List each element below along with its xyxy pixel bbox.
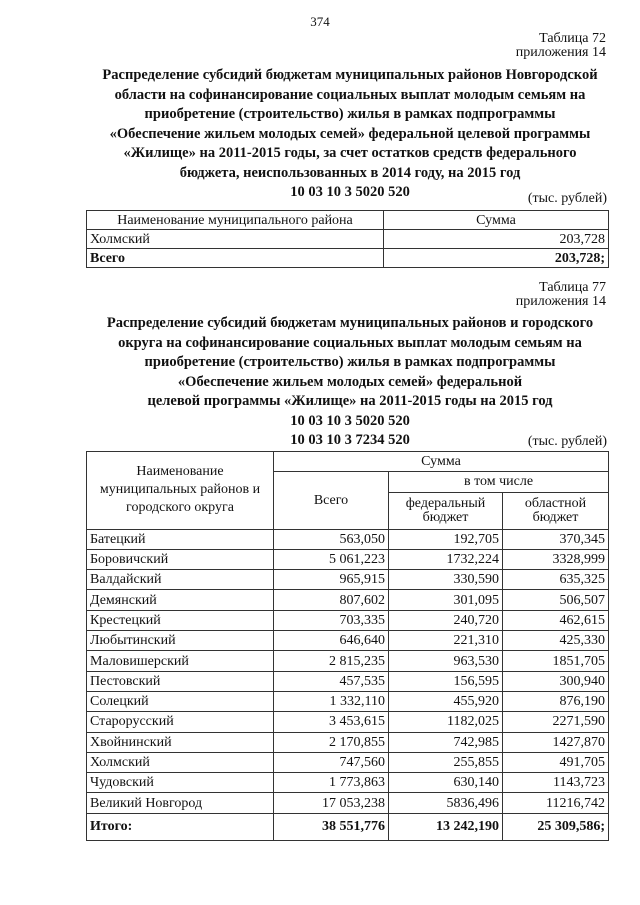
district-name: Боровичский [87,549,274,569]
header-federal-l2: бюджет [422,509,469,525]
regional-value: 1851,705 [503,651,609,671]
table-row [87,549,609,569]
regional-value: 425,330 [503,631,609,651]
total-value: 2 170,855 [274,732,389,752]
title-line: «Обеспечение жильем молодых семей» федеральной [177,373,523,390]
district-name: Любытинский [87,631,274,651]
district-name: Старорусский [87,712,274,732]
table-row [87,773,609,793]
federal-value: 301,095 [389,590,503,610]
district-name: Демянский [87,590,274,610]
regional-value: 1427,870 [503,732,609,752]
grand-total-label: Итого: [87,813,274,840]
district-name: Батецкий [87,529,274,549]
total-row [87,249,609,268]
table-row [87,793,609,813]
table77-title [80,314,620,451]
title-line: «Обеспечение жильем молодых семей» федеральной целевой программы [109,125,591,142]
table-header-row [87,452,609,472]
regional-value: 370,345 [503,529,609,549]
table77-ref-line2: приложения 14 [515,294,606,309]
title-line: Распределение субсидий бюджетам муниципальных районов и городского [106,315,594,331]
district-name: Холмский [87,752,274,772]
table-row [87,712,609,732]
table-row [87,529,609,549]
district-name: Валдайский [87,570,274,590]
federal-value: 1732,224 [389,549,503,569]
total-value: 5 061,223 [274,549,389,569]
total-value: 2 815,235 [274,651,389,671]
title-line: 10 03 10 3 7234 520 [290,432,410,448]
total-value: 203,728; [384,249,609,268]
district-name: Пестовский [87,671,274,691]
title-line: округа на софинансирование социальных выплат молодым семьям на [118,334,582,351]
title-line: 10 03 10 3 5020 520 [290,184,410,200]
total-value: 457,535 [274,671,389,691]
table-row [87,590,609,610]
table77-ref-line1: Таблица 77 [539,280,606,295]
header-total: Всего [274,472,389,529]
table72-ref-line1: Таблица 72 [539,31,606,46]
grand-total-federal: 13 242,190 [389,813,503,840]
table-row [87,610,609,630]
header-federal [389,492,503,529]
table77 [86,451,609,841]
grand-total-row [87,813,609,840]
table72 [86,210,609,268]
grand-total-regional: 25 309,586; [503,813,609,840]
header-sum: Сумма [274,452,609,472]
district-name: Крестецкий [87,610,274,630]
sum-value: 203,728 [384,230,609,249]
federal-value: 455,920 [389,691,503,711]
title-line: бюджета, неиспользованных в 2014 году, на 2015 год [179,164,521,181]
federal-value: 156,595 [389,671,503,691]
total-value: 807,602 [274,590,389,610]
federal-value: 192,705 [389,529,503,549]
table-row [87,671,609,691]
total-value: 646,640 [274,631,389,651]
table-row [87,230,609,249]
total-value: 3 453,615 [274,712,389,732]
federal-value: 221,310 [389,631,503,651]
page-number: 374 [310,14,330,29]
header-federal-l1: федеральный [405,495,486,511]
district-name: Холмский [87,230,384,249]
regional-value: 462,615 [503,610,609,630]
federal-value: 255,855 [389,752,503,772]
federal-value: 5836,496 [389,793,503,813]
total-value: 965,915 [274,570,389,590]
district-name: Хвойнинский [87,732,274,752]
total-value: 1 773,863 [274,773,389,793]
header-district: Наименование муниципальных районов и городского округа [87,452,274,530]
table-row [87,651,609,671]
header-district: Наименование муниципального района [87,211,384,230]
table-row [87,752,609,772]
federal-value: 742,985 [389,732,503,752]
table77-reference [516,281,606,309]
total-label: Всего [87,249,384,268]
federal-value: 240,720 [389,610,503,630]
title-line: целевой программы «Жилище» на 2011-2015 годы на 2015 год [147,393,553,409]
table-row [87,691,609,711]
regional-value: 491,705 [503,752,609,772]
federal-value: 1182,025 [389,712,503,732]
regional-value: 300,940 [503,671,609,691]
district-name: Маловишерский [87,651,274,671]
district-name: Великий Новгород [87,793,274,813]
title-line: области на софинансирование социальных выплат молодым семьям на [114,86,586,103]
title-line: приобретение (строительство) жилья в рамках подпрограммы [144,106,556,122]
regional-value: 3328,999 [503,549,609,569]
table-row [87,631,609,651]
table72-ref-line2: приложения 14 [515,45,606,60]
header-including: в том числе [389,472,609,492]
district-name: Чудовский [87,773,274,793]
federal-value: 330,590 [389,570,503,590]
federal-value: 963,530 [389,651,503,671]
total-value: 703,335 [274,610,389,630]
title-line: приобретение (строительство) жилья в рамках подпрограммы [144,354,556,370]
total-value: 563,050 [274,529,389,549]
regional-value: 11216,742 [503,793,609,813]
table-header-row [87,211,609,230]
title-line: 10 03 10 3 5020 520 [290,412,410,429]
regional-value: 506,507 [503,590,609,610]
table72-unit: (тыс. рублей) [527,191,607,206]
federal-value: 630,140 [389,773,503,793]
title-line: «Жилище» на 2011-2015 годы, за счет остатков средств федерального [123,145,577,161]
district-name: Солецкий [87,691,274,711]
total-value: 1 332,110 [274,691,389,711]
regional-value: 876,190 [503,691,609,711]
header-regional [503,492,609,529]
table-row [87,570,609,590]
total-value: 747,560 [274,752,389,772]
grand-total-value: 38 551,776 [274,813,389,840]
title-line: Распределение субсидий бюджетам муниципальных районов Новгородской [102,67,598,83]
header-regional-l1: областной [524,495,587,511]
header-sum: Сумма [384,211,609,230]
regional-value: 2271,590 [503,712,609,732]
regional-value: 1143,723 [503,773,609,793]
table-row [87,732,609,752]
table77-unit: (тыс. рублей) [527,434,607,449]
table72-reference [516,32,606,60]
header-regional-l2: бюджет [532,509,579,525]
table72-title [80,66,620,203]
total-value: 17 053,238 [274,793,389,813]
regional-value: 635,325 [503,570,609,590]
